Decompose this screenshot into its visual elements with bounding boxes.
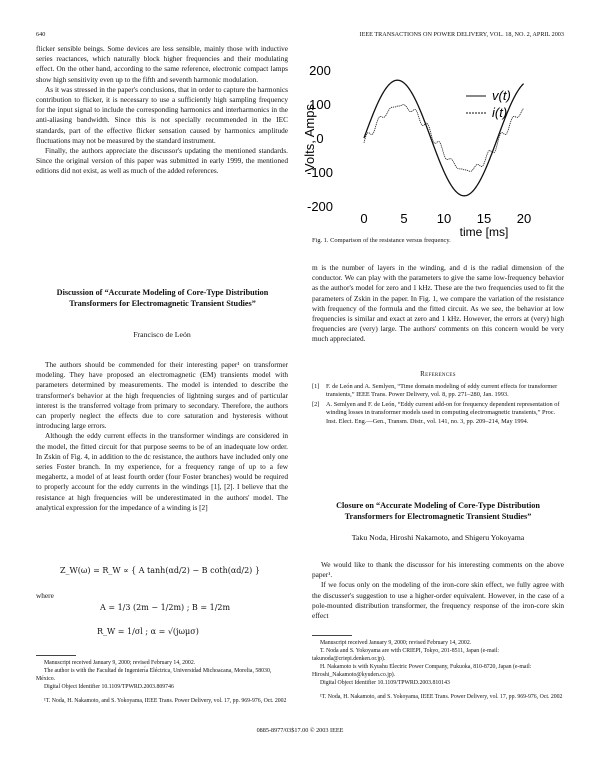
footnote-rule bbox=[312, 635, 352, 636]
paragraph: If we focus only on the modeling of the iron-core skin effect, we fully agree with the discusser's suggestion to use a higher-order equivalent. However, in the case of a pole-mounted distribution transformer, the frequency response of the iron-core skin effect bbox=[312, 580, 564, 621]
y-tick-label: 0 bbox=[316, 131, 324, 146]
references-heading: References bbox=[420, 370, 456, 378]
closure-authors: Taku Noda, Hiroshi Nakamoto, and Shigeru Yokoyama bbox=[351, 533, 525, 542]
page-number: 640 bbox=[36, 31, 46, 38]
legend-label-i: i(t) bbox=[492, 105, 508, 120]
reference-number: [1] bbox=[312, 383, 320, 390]
left-top-text bbox=[36, 44, 288, 177]
y-tick-label: 200 bbox=[309, 63, 331, 78]
discussion-body bbox=[36, 360, 288, 513]
affiliation-note: H. Nakamoto is with Kyushu Electric Power Company, Fukuoka, 810-8720, Japan (e-mail: Hiroshi_Nakamoto@kyuden.co.jp). bbox=[312, 664, 532, 678]
paragraph: m is the number of layers in the winding, and d is the radial dimension of the conductor. We can play with the parameters to give the same low-frequency behavior as the author's model for zero and 1 kHz. These are the two frequencies used to fit the parameters of Zskin in the paper. In Fig. 1, we compare the variation of the resistance with frequency of the formula and the fitted circuit. As we see, the behavior at low frequencies is similar and exact at zero and 1 kHz. However, the errors at (very) high frequencies are (very) large. The authors' comments on this concern would be very much appreciated. bbox=[312, 263, 564, 344]
figure-chart bbox=[300, 56, 570, 239]
paragraph: Finally, the authors appreciate the discussor's updating the mentioned standards. Since the original version of this paper was submitted in early 1999, the mentioned editions did not exist, as well as much of the added references. bbox=[36, 146, 288, 176]
manuscript-note: Manuscript received January 9, 2000; revised February 14, 2002. bbox=[44, 660, 196, 666]
equation-rw-alpha: R_W = 1/σl ; α = √(jωμσ) bbox=[97, 627, 199, 636]
where-label: where bbox=[36, 591, 54, 600]
references-list bbox=[312, 383, 564, 427]
reference-item bbox=[312, 401, 564, 426]
x-tick-label: 20 bbox=[516, 211, 532, 226]
y-tick-label: -200 bbox=[306, 199, 334, 214]
y-axis-label: Volts, Amps bbox=[302, 104, 317, 172]
discussion-author: Francisco de León bbox=[133, 330, 191, 339]
issn-footer: 0885-8977/03$17.00 © 2003 IEEE bbox=[256, 727, 344, 734]
paragraph: Although the eddy current effects in the transformer windings are considered in the model, the fitted circuit for that purpose seems to be of an inadequate low order. In Zskin of Fig. 4, in addition to the dc resistance, the authors have included only one series Foster branch. In my experience, for a frequency range of up to a few megahertz, a model of at least fourth order (four Foster branches) would be required to properly account for the eddy currents in the windings [1], [2]. I believe that the resistance at high frequencies will be underestimated in the authors' model. The analytical expression for the impedance of a winding is [2] bbox=[36, 431, 288, 512]
x-tick-label: 0 bbox=[360, 211, 368, 226]
equation-impedance: Z_W(ω) = R_W ∝ { A tanh(αd/2) − B coth(αd/2) } bbox=[60, 566, 260, 575]
paragraph: flicker sensible beings. Some devices are less sensible, mainly those with inductive series reactances, which naturally block higher frequencies and their modulating effect. On the other hand, according to the same reference, electronic compact lamps show high sensitivity even up to the fifth and seventh harmonic modulation. bbox=[36, 44, 288, 84]
doi-note: Digital Object Identifier 10.1109/TPWRD.2003.810143 bbox=[320, 680, 450, 686]
paragraph: As it was stressed in the paper's conclusions, that in order to capture the harmonics contribution to flicker, it is necessary to use a sufficiently high sampling frequency for the input signal to include the corresponding harmonics and interharmonics in the anti-aliasing bandwidth. Since this is not specially recommended in the IEC standards, part of the effective flicker sensation caused by harmonics amplitude fluctuations may not be measured by the standard instrument. bbox=[36, 84, 288, 145]
x-tick-label: 5 bbox=[400, 211, 408, 226]
x-tick-label: 15 bbox=[476, 211, 492, 226]
x-tick-label: 10 bbox=[436, 211, 452, 226]
reference-text: A. Semlyen and F. de León, “Eddy current add-on for frequency dependent representation of winding losses in transformer models used in computing electromagnetic transients,” Proc. Inst. Elect. Eng.—Gen., Transm. Distr., vol. 141, no. 3, pp. 209–214, May 1994. bbox=[326, 400, 560, 425]
closure-body bbox=[312, 560, 564, 621]
footnote: ¹T. Noda, H. Nakamoto, and S. Yokoyama, IEEE Trans. Power Delivery, vol. 17, pp. 969-976, Oct. 2002 bbox=[44, 698, 287, 704]
paragraph: We would like to thank the discussor for his interesting comments on the above paper¹. bbox=[312, 560, 564, 580]
equation-a-b: A = 1/3 (2m − 1/2m) ; B = 1/2m bbox=[100, 603, 231, 612]
reference-text: F. de León and A. Semlyen, “Time domain modeling of eddy current effects for transformer transients,” IEEE Trans. Power Delivery, vol. 8, pp. 271–280, Jan. 1993. bbox=[326, 383, 558, 399]
footnote: ¹T. Noda, H. Nakamoto, and S. Yokoyama, IEEE Trans. Power Delivery, vol. 17, pp. 969-976, Oct. 2002 bbox=[320, 694, 563, 700]
legend-label-v: v(t) bbox=[492, 88, 511, 103]
right-body bbox=[312, 263, 564, 345]
y-tick-label: 100 bbox=[309, 97, 331, 112]
y-tick-label: -100 bbox=[306, 165, 334, 180]
doi-note: Digital Object Identifier 10.1109/TPWRD.2003.809746 bbox=[44, 684, 174, 690]
footnote-rule bbox=[36, 655, 76, 656]
paragraph: The authors should be commended for their interesting paper¹ on transformer modeling. They have proposed an electromagnetic (EM) transients model with parameters determined by measurements. The model is intended to describe the transformer's behavior at the high frequencies of lightning surges and of particular interest is the transferred voltage from primary to secondary. Therefore, the authors can properly neglect the effects due to core saturation and hysteresis without introducing large errors. bbox=[36, 360, 288, 431]
closure-footnotes bbox=[312, 639, 564, 701]
manuscript-note: Manuscript received January 9, 2000; revised February 14, 2002. bbox=[320, 640, 472, 646]
affiliation-note: T. Noda and S. Yokoyama are with CRIEPI, Tokyo, 201-8511, Japan (e-mail: takunoda@criepi.denken.or.jp). bbox=[312, 648, 500, 662]
figure-caption: Fig. 1. Comparison of the resistance versus frequency. bbox=[312, 237, 451, 244]
discussion-title: Discussion of “Accurate Modeling of Core-Type Distribution Transformers for Electromagnetic Transient Studies” bbox=[56, 288, 269, 308]
journal-header: IEEE TRANSACTIONS ON POWER DELIVERY, VOL. 18, NO. 2, APRIL 2003 bbox=[359, 31, 564, 38]
closure-title: Closure on “Accurate Modeling of Core-Type Distribution Transformers for Electromagnetic Transient Studies” bbox=[336, 501, 540, 521]
affiliation-note: The author is with the Facultad de Ingenierı́a Eléctrica, Universidad Michoacana, Morelia, 58030, México. bbox=[36, 668, 272, 682]
x-axis-label: time [ms] bbox=[459, 225, 509, 239]
discussion-footnotes bbox=[36, 659, 288, 705]
reference-number: [2] bbox=[312, 400, 320, 408]
reference-item bbox=[312, 383, 564, 400]
